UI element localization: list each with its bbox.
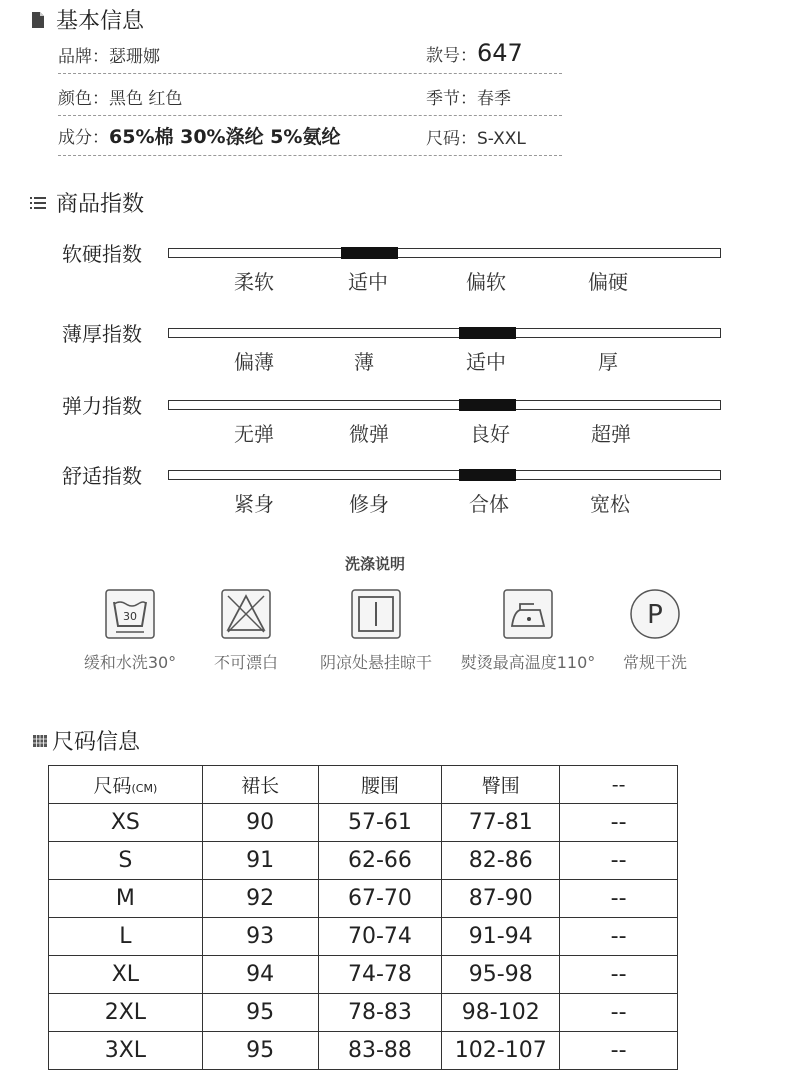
wash-label: 不可漂白 xyxy=(213,653,278,672)
index-label: 软硬指数 xyxy=(62,242,142,266)
cell-length: 95 xyxy=(202,994,318,1032)
cell-length: 91 xyxy=(202,842,318,880)
cell-extra: -- xyxy=(560,842,678,880)
cell-waist: 83-88 xyxy=(318,1032,442,1070)
header-unit: (CM) xyxy=(131,782,158,795)
brand-text: 品牌：瑟珊娜 xyxy=(58,47,160,67)
index-option: 微弹 xyxy=(349,422,389,446)
iron-icon xyxy=(502,588,554,640)
wash-item xyxy=(301,588,451,673)
header-length: 裙长 xyxy=(202,766,318,804)
cell-extra: -- xyxy=(560,956,678,994)
wash-label: 阴凉处悬挂晾干 xyxy=(319,653,432,672)
indices-title-text: 商品指数 xyxy=(56,192,145,217)
index-elasticity xyxy=(62,390,732,450)
index-marker xyxy=(341,247,398,259)
index-option: 偏软 xyxy=(466,270,506,294)
table-row xyxy=(49,956,678,994)
index-marker xyxy=(459,399,516,411)
indices-title xyxy=(28,187,144,218)
wash-label: 缓和水洗30° xyxy=(83,653,177,672)
index-marker xyxy=(459,327,516,339)
index-label: 舒适指数 xyxy=(62,464,142,488)
cell-extra: -- xyxy=(560,918,678,956)
cell-waist: 62-66 xyxy=(318,842,442,880)
wash-item xyxy=(171,588,321,673)
index-thickness xyxy=(62,318,732,378)
header-size xyxy=(49,766,203,804)
header-waist: 腰围 xyxy=(318,766,442,804)
cell-waist: 57-61 xyxy=(318,804,442,842)
info-row-1 xyxy=(58,38,562,74)
cell-extra: -- xyxy=(560,994,678,1032)
cell-extra: -- xyxy=(560,1032,678,1070)
header-extra: -- xyxy=(560,766,678,804)
index-label: 薄厚指数 xyxy=(62,322,142,346)
no-bleach-icon xyxy=(220,588,272,640)
material-cell xyxy=(58,122,340,149)
index-option: 修身 xyxy=(349,492,389,516)
index-option: 适中 xyxy=(348,270,388,294)
model-cell xyxy=(426,39,523,67)
table-row xyxy=(49,842,678,880)
cell-size: XS xyxy=(49,804,203,842)
wash-item xyxy=(580,588,730,673)
info-row-3 xyxy=(58,120,562,156)
cell-waist: 74-78 xyxy=(318,956,442,994)
cell-size: XL xyxy=(49,956,203,994)
index-softness xyxy=(62,238,732,298)
cell-hip: 82-86 xyxy=(442,842,560,880)
wash-temp: 30 xyxy=(123,610,137,623)
line-dry-shade-icon xyxy=(350,588,402,640)
index-bar xyxy=(168,328,721,338)
index-option: 合体 xyxy=(469,492,509,516)
index-option: 紧身 xyxy=(234,492,274,516)
cell-hip: 77-81 xyxy=(442,804,560,842)
cell-size: 2XL xyxy=(49,994,203,1032)
cell-length: 95 xyxy=(202,1032,318,1070)
table-row xyxy=(49,1032,678,1070)
size-info-title-text: 尺码信息 xyxy=(52,730,141,755)
info-row-2 xyxy=(58,80,562,116)
wash-label: 熨烫最高温度110° xyxy=(460,653,596,672)
size-table xyxy=(48,765,678,1070)
table-header-row xyxy=(49,766,678,804)
index-option: 厚 xyxy=(598,350,618,374)
basic-info-title-text: 基本信息 xyxy=(56,9,145,34)
index-marker xyxy=(459,469,516,481)
index-option: 无弹 xyxy=(234,422,274,446)
table-icon xyxy=(30,735,50,747)
index-option: 柔软 xyxy=(234,270,274,294)
header-hip: 臀围 xyxy=(442,766,560,804)
index-bar xyxy=(168,400,721,410)
cell-length: 94 xyxy=(202,956,318,994)
season-text: 季节：春季 xyxy=(426,89,511,109)
cell-length: 90 xyxy=(202,804,318,842)
index-label: 弹力指数 xyxy=(62,394,142,418)
dry-clean-icon xyxy=(629,588,681,640)
index-comfort xyxy=(62,460,732,520)
cell-size: M xyxy=(49,880,203,918)
material-value: 65%棉 30%涤纶 5%氨纶 xyxy=(109,126,341,148)
table-row xyxy=(49,994,678,1032)
index-option: 良好 xyxy=(470,422,510,446)
index-bar xyxy=(168,470,721,480)
color-text: 颜色：黑色 红色 xyxy=(58,89,183,109)
cell-hip: 87-90 xyxy=(442,880,560,918)
cell-size: L xyxy=(49,918,203,956)
index-option: 偏硬 xyxy=(588,270,628,294)
cell-extra: -- xyxy=(560,880,678,918)
index-option: 薄 xyxy=(354,350,374,374)
index-option: 超弹 xyxy=(591,422,631,446)
header-size-text: 尺码 xyxy=(93,775,132,797)
cell-hip: 98-102 xyxy=(442,994,560,1032)
index-option: 偏薄 xyxy=(234,350,274,374)
model-value: 647 xyxy=(477,39,523,67)
model-label: 款号： xyxy=(426,46,477,66)
size-info-title xyxy=(30,725,140,756)
wash-label: 常规干洗 xyxy=(622,653,687,672)
table-row xyxy=(49,804,678,842)
size-range-text: 尺码：S-XXL xyxy=(426,129,526,149)
index-option: 宽松 xyxy=(590,492,630,516)
cell-waist: 67-70 xyxy=(318,880,442,918)
cell-length: 93 xyxy=(202,918,318,956)
cell-length: 92 xyxy=(202,880,318,918)
basic-info-title xyxy=(28,4,144,35)
cell-waist: 70-74 xyxy=(318,918,442,956)
cell-size: S xyxy=(49,842,203,880)
cell-size: 3XL xyxy=(49,1032,203,1070)
cell-hip: 95-98 xyxy=(442,956,560,994)
index-option: 适中 xyxy=(466,350,506,374)
cell-waist: 78-83 xyxy=(318,994,442,1032)
table-row xyxy=(49,918,678,956)
table-row xyxy=(49,880,678,918)
material-label: 成分： xyxy=(58,128,109,148)
cell-hip: 91-94 xyxy=(442,918,560,956)
cell-extra: -- xyxy=(560,804,678,842)
cell-hip: 102-107 xyxy=(442,1032,560,1070)
washing-title: 洗涤说明 xyxy=(344,555,405,573)
index-bar xyxy=(168,248,721,258)
list-icon xyxy=(28,197,48,209)
dry-clean-letter: P xyxy=(647,600,663,630)
document-icon xyxy=(28,12,48,28)
wash-30-icon xyxy=(104,588,156,640)
